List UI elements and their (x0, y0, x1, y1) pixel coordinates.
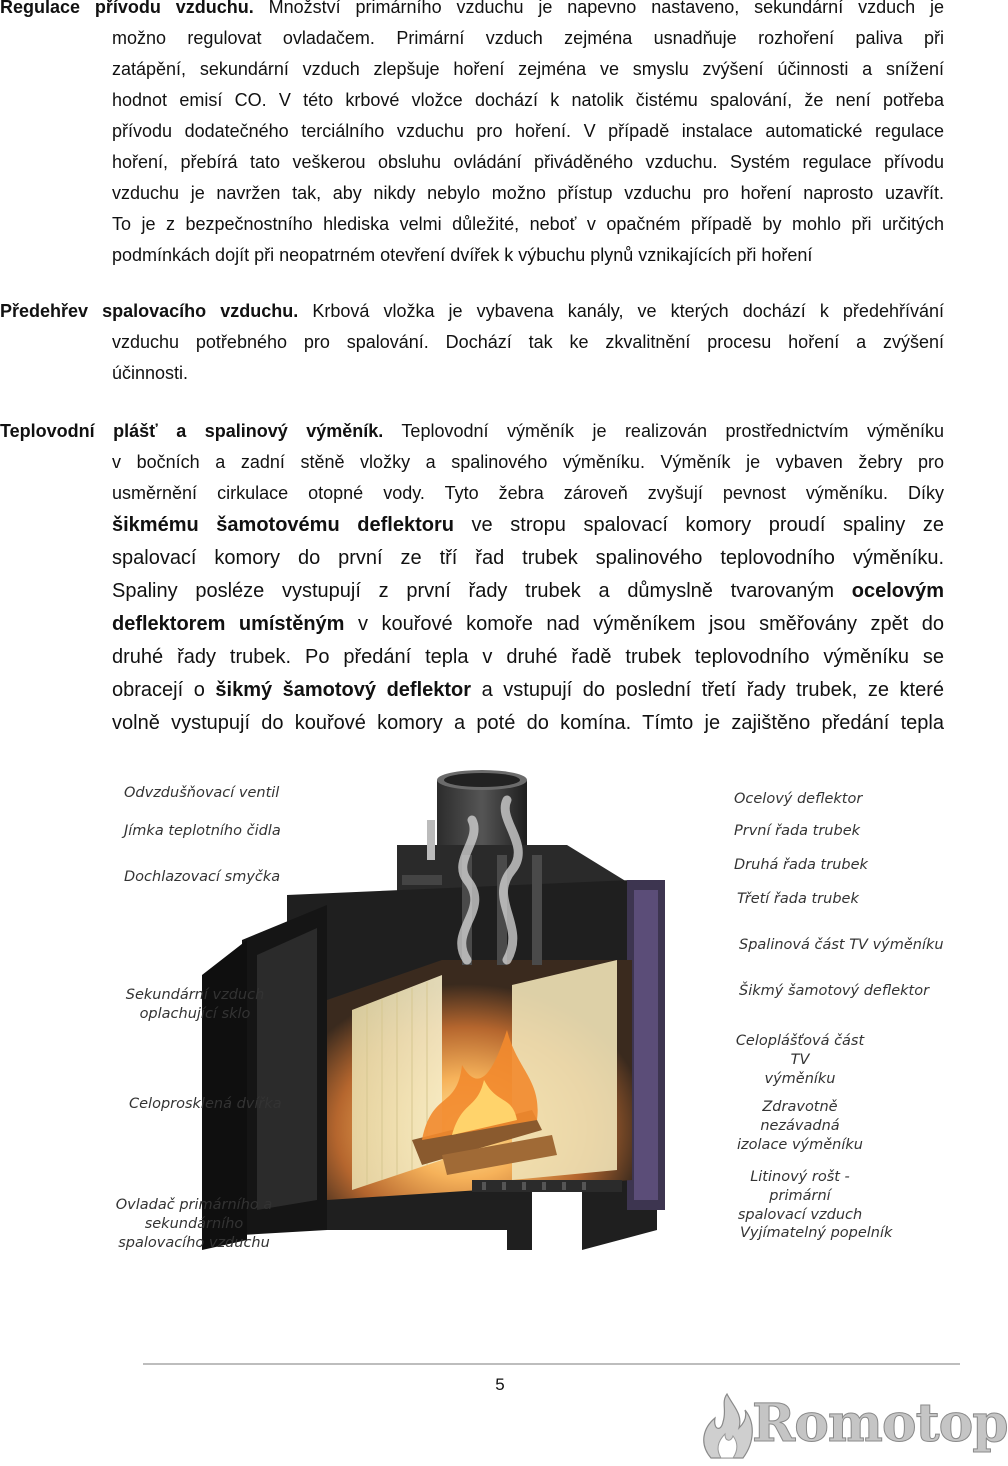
paragraph-water-jacket-continued: šikmému šamotovému deflektoru ve stropu spalovací komory proudí spaliny ze spalovací komory do první ze tří řad trubek spalinového teplovodního výměníku. Spaliny posléze vystupují z první řady trubek a důmyslně tvarovaným ocelovým deflektorem umístěným v kouřové komoře nad výměníkem jsou směřovány zpět do druhé řady trubek. Po předání tepla v druhé řadě trubek teplovodního výměníku se obracejí o šikmý šamotový deflektor a vstupují do poslední třetí řady trubek, ze které volně vystupují do kouřové komory a poté do komína. Tímto je zajištěno předání tepla (112, 514, 945, 734)
label-steel-deflector: Ocelový deflektor (734, 791, 863, 807)
paragraph-water-jacket: Teplovodní plášť a spalinový výměník. Teplovodní výměník je realizován prostřednictvím výměníku v bočních a zadní stěně vložky a spalinového výměníku. Výměník je vybaven žebry pro usměrnění cirkulace otopné vody. Tyto žebra zároveň zvyšují pevnost výměníku. Díky (0, 421, 944, 503)
page-number: 5 (495, 1375, 505, 1394)
heading-air-regulation: Regulace přívodu vzduchu. (0, 0, 254, 17)
label-sensor-well: Jímka teplotního čidla (124, 823, 281, 839)
paragraph-air-regulation: Regulace přívodu vzduchu. Množství primárního vzduchu je napevno nastaveno, sekundární vzduch je možno regulovat ovladačem. Primární vzduch zejména usnadňuje rozhoření paliva při zatápění, sekundární vzduch zlepšuje hoření zejména ve smyslu zvýšení účinnosti a snížení hodnot emisí CO. V této krbové vložce dochází k natolik čistému spalování, že není potřeba přívodu dodatečného terciálního vzduchu pro hoření. V případě instalace automatické regulace hoření, přebírá tato veškerou obsluhu ovládání přiváděného vzduchu. Systém regulace přívodu vzduchu je navržen tak, aby nikdy nebylo možno přístup vzduchu pro hoření naprosto uzavřít. To je z bezpečnostního hlediska velmi důležité, neboť v opačném případě by mohlo při určitých podmínkách dojít při neopatrném otevření dvířek k výbuchu plynů vznikajících při hoření (0, 0, 944, 271)
label-bleed-valve: Odvzdušňovací ventil (124, 785, 280, 801)
footer-divider (143, 1363, 960, 1365)
paragraph-air-preheat: Předehřev spalovacího vzduchu. Krbová vložka je vybavena kanály, ve kterých dochází k předehřívání vzduchu potřebného pro spalování. Dochází tak ke zkvalitnění procesu hoření a zvýšení účinnosti. (0, 301, 944, 383)
fireplace-insert-cutaway-diagram (112, 760, 952, 1265)
label-flue-exchanger: Spalinová část TV výměníku (739, 937, 944, 953)
label-insulation: Zdravotně nezávadná izolace výměníku (737, 1099, 863, 1153)
label-tube-row-3: Třetí řada trubek (737, 891, 859, 907)
heading-air-preheat: Předehřev spalovacího vzduchu. (0, 301, 299, 321)
label-cast-iron-grate: Litinový rošt - primární spalovací vzduch (737, 1169, 863, 1223)
label-secondary-air: Sekundární vzduch oplachující sklo (125, 987, 265, 1022)
romotop-wordmark: Romotop (752, 1393, 1008, 1454)
label-ash-pan: Vyjímatelný popelník (740, 1225, 893, 1241)
label-jacket-exchanger: Celoplášťová část TV výměníku (735, 1033, 865, 1087)
label-tube-row-1: První řada trubek (734, 823, 861, 839)
label-chamotte-deflector: Šikmý šamotový deflektor (739, 983, 930, 999)
heading-water-jacket: Teplovodní plášť a spalinový výměník. (0, 421, 384, 441)
label-glass-door: Celoprosklená dvířka (129, 1096, 282, 1112)
label-tube-row-2: Druhá řada trubek (734, 857, 868, 873)
label-cooling-loop: Dochlazovací smyčka (124, 869, 281, 885)
label-air-control: Ovladač primárního a sekundárního spalovacího vzduchu (115, 1197, 273, 1251)
